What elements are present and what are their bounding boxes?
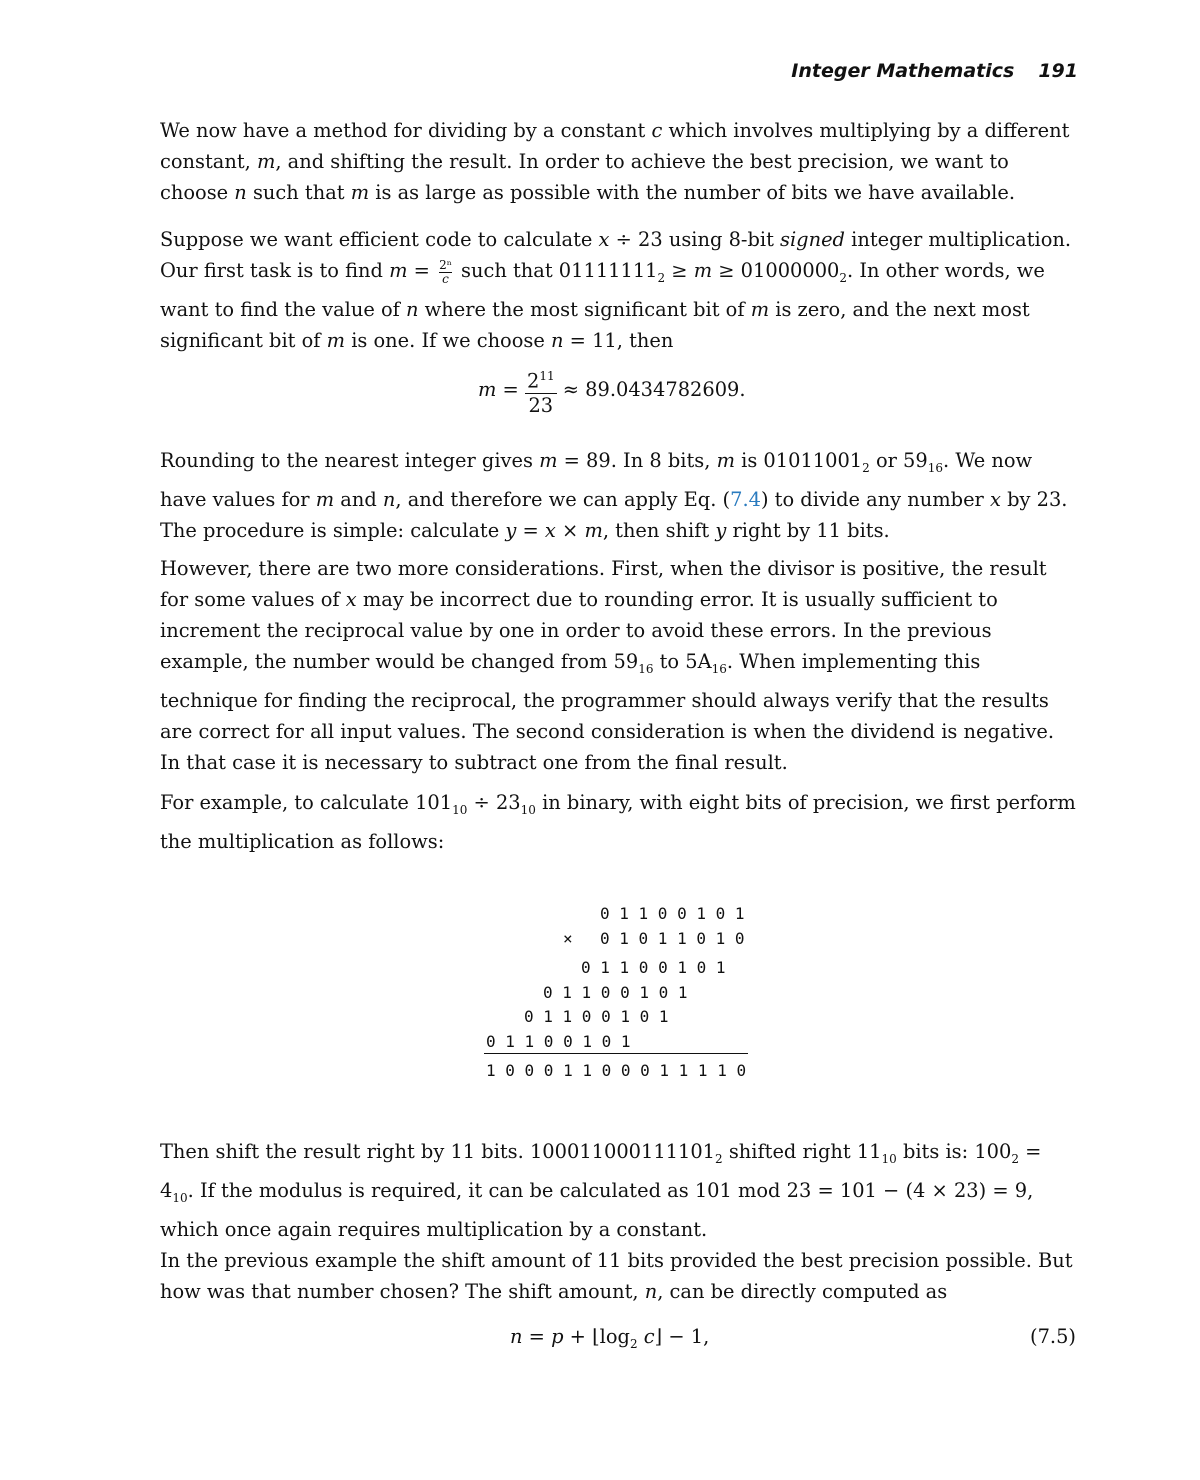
- sum-rule: [484, 1053, 748, 1054]
- paragraph-5: For example, to calculate $101_{10} \div 23_{10}$ in binary, with eight bits of precision, we first perform the multiplication as follows:: [160, 791, 1076, 853]
- equation-m: m = $\frac{2^{11}}{23}$ ≈ 89.0434782609.: [478, 364, 746, 418]
- paragraph-6: Then shift the result right by 11 bits. $100011000111101_2$ shifted right $11_{10}$ bits is: $100_2 = 4_{10}$. If the modulus is required, it can be calculated as 101 mod 23 = 101 − (4 × 23) = 9, which once again requires multiplication by a constant.: [160, 1140, 1042, 1241]
- paragraph-7: In the previous example the shift amount of 11 bits provided the best precision possible. But how was that number chosen? The shift amount, n, can be directly computed as: [160, 1249, 1073, 1303]
- partial-product-4: 0 1 1 0 0 1 0 1: [486, 1032, 631, 1051]
- paragraph-1: We now have a method for dividing by a constant c which involves multiplying by a different constant, m, and shifting the result. In order to achieve the best precision, we want to choose n such that m is as large as possible with the number of bits we have available.: [160, 119, 1070, 204]
- page-number: 191: [1038, 60, 1078, 82]
- partial-product-1: 0 1 1 0 0 1 0 1: [581, 958, 726, 977]
- paragraph-4: However, there are two more considerations. First, when the divisor is positive, the result for some values of x may be incorrect due to rounding error. It is usually sufficient to increment the reciprocal value by one in order to avoid these errors. In the previous example, the number would be changed from $59_{16}$ to $5A_{16}$. When implementing this technique for finding the reciprocal, the programmer should always verify that the results are correct for all input values. The second consideration is when the dividend is negative. In that case it is necessary to subtract one from the final result.: [160, 557, 1055, 774]
- header-title: Integer Mathematics: [791, 60, 1015, 82]
- paragraph-3: Rounding to the nearest integer gives m = 89. In 8 bits, m is $01011001_2$ or $59_{16}$. We now have values for m and n, and therefore we can apply Eq. (7.4) to divide any number x by 23. The procedure is simple: calculate y = x × m, then shift y right by 11 bits.: [160, 449, 1068, 542]
- multiplication-result: 1 0 0 0 1 1 0 0 0 1 1 1 1 0: [486, 1061, 747, 1080]
- multiply-operator: ×: [563, 929, 573, 948]
- inline-fraction: $\frac{\text{2ⁿ}}{c}$: [439, 257, 452, 286]
- multiplicand: 0 1 1 0 0 1 0 1: [600, 904, 745, 923]
- equation-number: (7.5): [1030, 1325, 1076, 1348]
- equation-reference-link[interactable]: 7.4: [730, 487, 761, 511]
- paragraph-2: Suppose we want efficient code to calculate x ÷ 23 using 8-bit signed integer multiplication. Our first task is to find m = $\frac{\text{2ⁿ}}{c}$ such that $01111111_2 \ge m \ge 01000000_2$. In other words, we want to find the value of n where the most significant bit of m is zero, and the next most significant bit of m is one. If we choose n = 11, then: [160, 228, 1072, 352]
- running-header: [0, 60, 1078, 82]
- partial-product-3: 0 1 1 0 0 1 0 1: [524, 1007, 669, 1026]
- multiplier: 0 1 0 1 1 0 1 0: [600, 929, 745, 948]
- partial-product-2: 0 1 1 0 0 1 0 1: [543, 983, 688, 1002]
- equation-shift-amount: $n = p + ⌊\log_2$ c⌋ − 1,: [510, 1325, 710, 1351]
